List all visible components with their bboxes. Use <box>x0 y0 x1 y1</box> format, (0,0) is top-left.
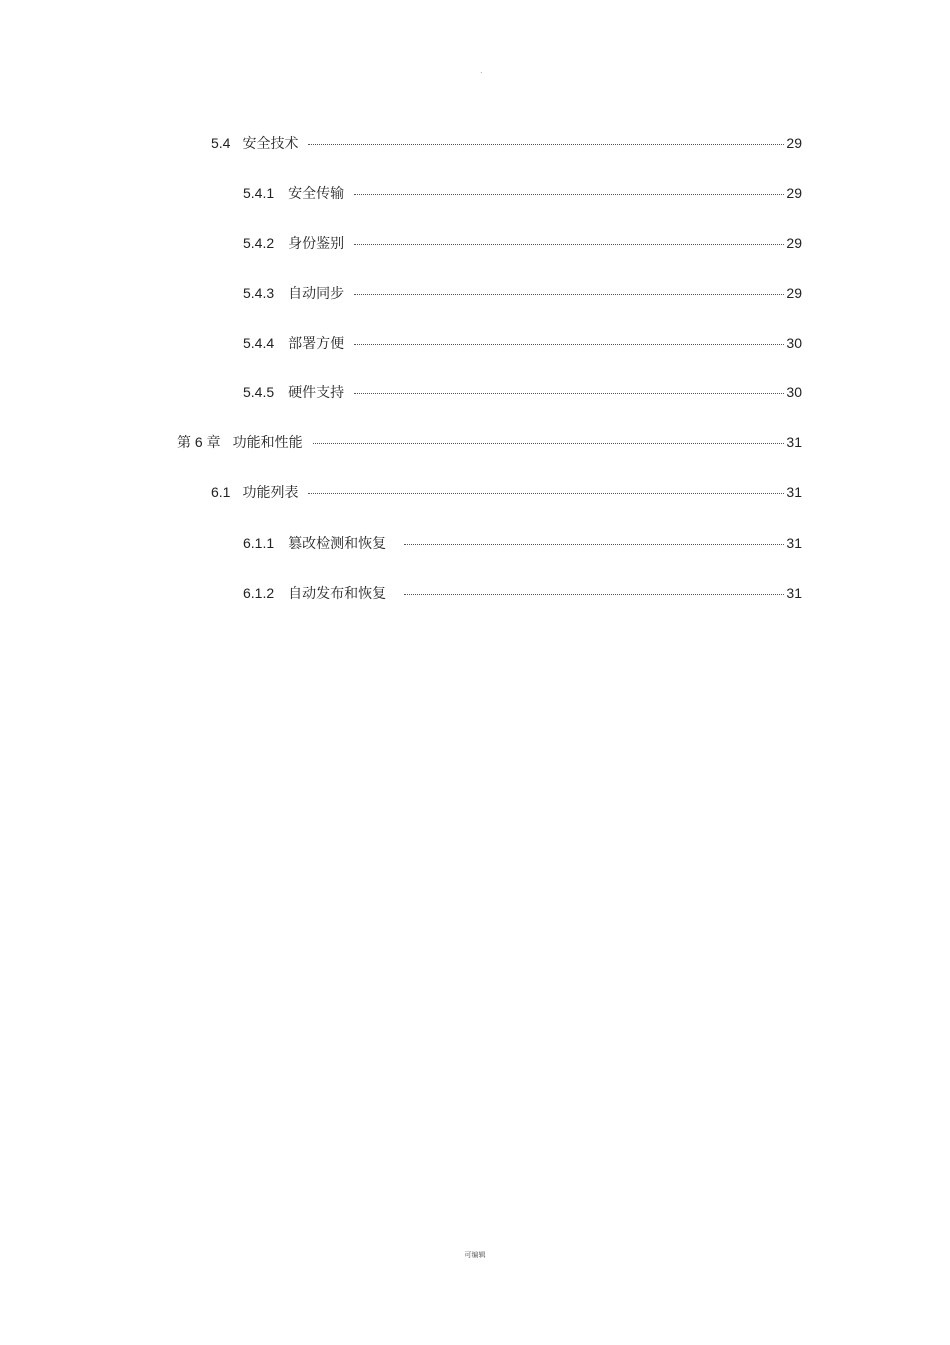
toc-entry-5-4-1[interactable] <box>243 183 802 204</box>
toc-entry-number: 5.4.4 <box>243 335 275 351</box>
toc-entry-title: 篡改检测和恢复 <box>288 536 387 552</box>
toc-entry-5-4-2[interactable] <box>243 233 802 254</box>
toc-entry-title: 安全技术 <box>242 136 299 152</box>
toc-entry-page: 31 <box>786 434 802 450</box>
dot-leader <box>404 543 784 545</box>
toc-entry-page: 29 <box>786 285 802 301</box>
page-footer: 可编辑 <box>464 1251 486 1259</box>
toc-entry-title: 自动发布和恢复 <box>288 586 387 602</box>
toc-entry-title: 功能和性能 <box>232 435 303 451</box>
toc-entry-number: 6.1.1 <box>243 535 275 551</box>
dot-leader <box>313 442 785 444</box>
toc-entry-number: 5.4 <box>211 135 231 151</box>
toc-entry-number: 5.4.1 <box>243 185 275 201</box>
dot-leader <box>404 593 784 595</box>
dot-leader <box>354 293 784 295</box>
toc-entry-6-1-2[interactable] <box>243 583 802 604</box>
toc-entry-number: 5.4.5 <box>243 384 275 400</box>
toc-entry-title: 硬件支持 <box>288 385 345 401</box>
header-mark: . <box>480 66 483 75</box>
toc-entry-page: 29 <box>786 135 802 151</box>
toc-entry-page: 31 <box>786 535 802 551</box>
dot-leader <box>354 193 784 195</box>
toc-entry-number: 6.1.2 <box>243 585 275 601</box>
toc-entry-number: 5.4.3 <box>243 285 275 301</box>
dot-leader <box>354 243 784 245</box>
dot-leader <box>308 492 784 494</box>
toc-entry-title: 安全传输 <box>288 186 345 202</box>
toc-entry-5-4-4[interactable] <box>243 333 802 354</box>
toc-entry-page: 31 <box>786 585 802 601</box>
toc-entry-title: 部署方便 <box>288 336 345 352</box>
toc-entry-page: 30 <box>786 335 802 351</box>
toc-entry-title: 功能列表 <box>242 485 299 501</box>
toc-entry-chapter-6[interactable] <box>177 432 802 453</box>
toc-entry-number: 第 6 章 <box>177 434 221 450</box>
toc-entry-page: 30 <box>786 384 802 400</box>
toc-entry-6-1[interactable] <box>211 482 802 503</box>
toc-entry-6-1-1[interactable] <box>243 533 802 554</box>
toc-entry-page: 31 <box>786 484 802 500</box>
toc-entry-title: 身份鉴别 <box>288 236 345 252</box>
dot-leader <box>308 143 784 145</box>
toc-entry-title: 自动同步 <box>288 286 345 302</box>
toc-entry-page: 29 <box>786 185 802 201</box>
toc-entry-5-4[interactable] <box>211 133 802 154</box>
dot-leader <box>354 343 784 345</box>
toc-entry-page: 29 <box>786 235 802 251</box>
toc-entry-5-4-5[interactable] <box>243 382 802 403</box>
toc-entry-number: 5.4.2 <box>243 235 275 251</box>
dot-leader <box>354 392 784 394</box>
toc-entry-number: 6.1 <box>211 484 231 500</box>
toc-entry-5-4-3[interactable] <box>243 283 802 304</box>
